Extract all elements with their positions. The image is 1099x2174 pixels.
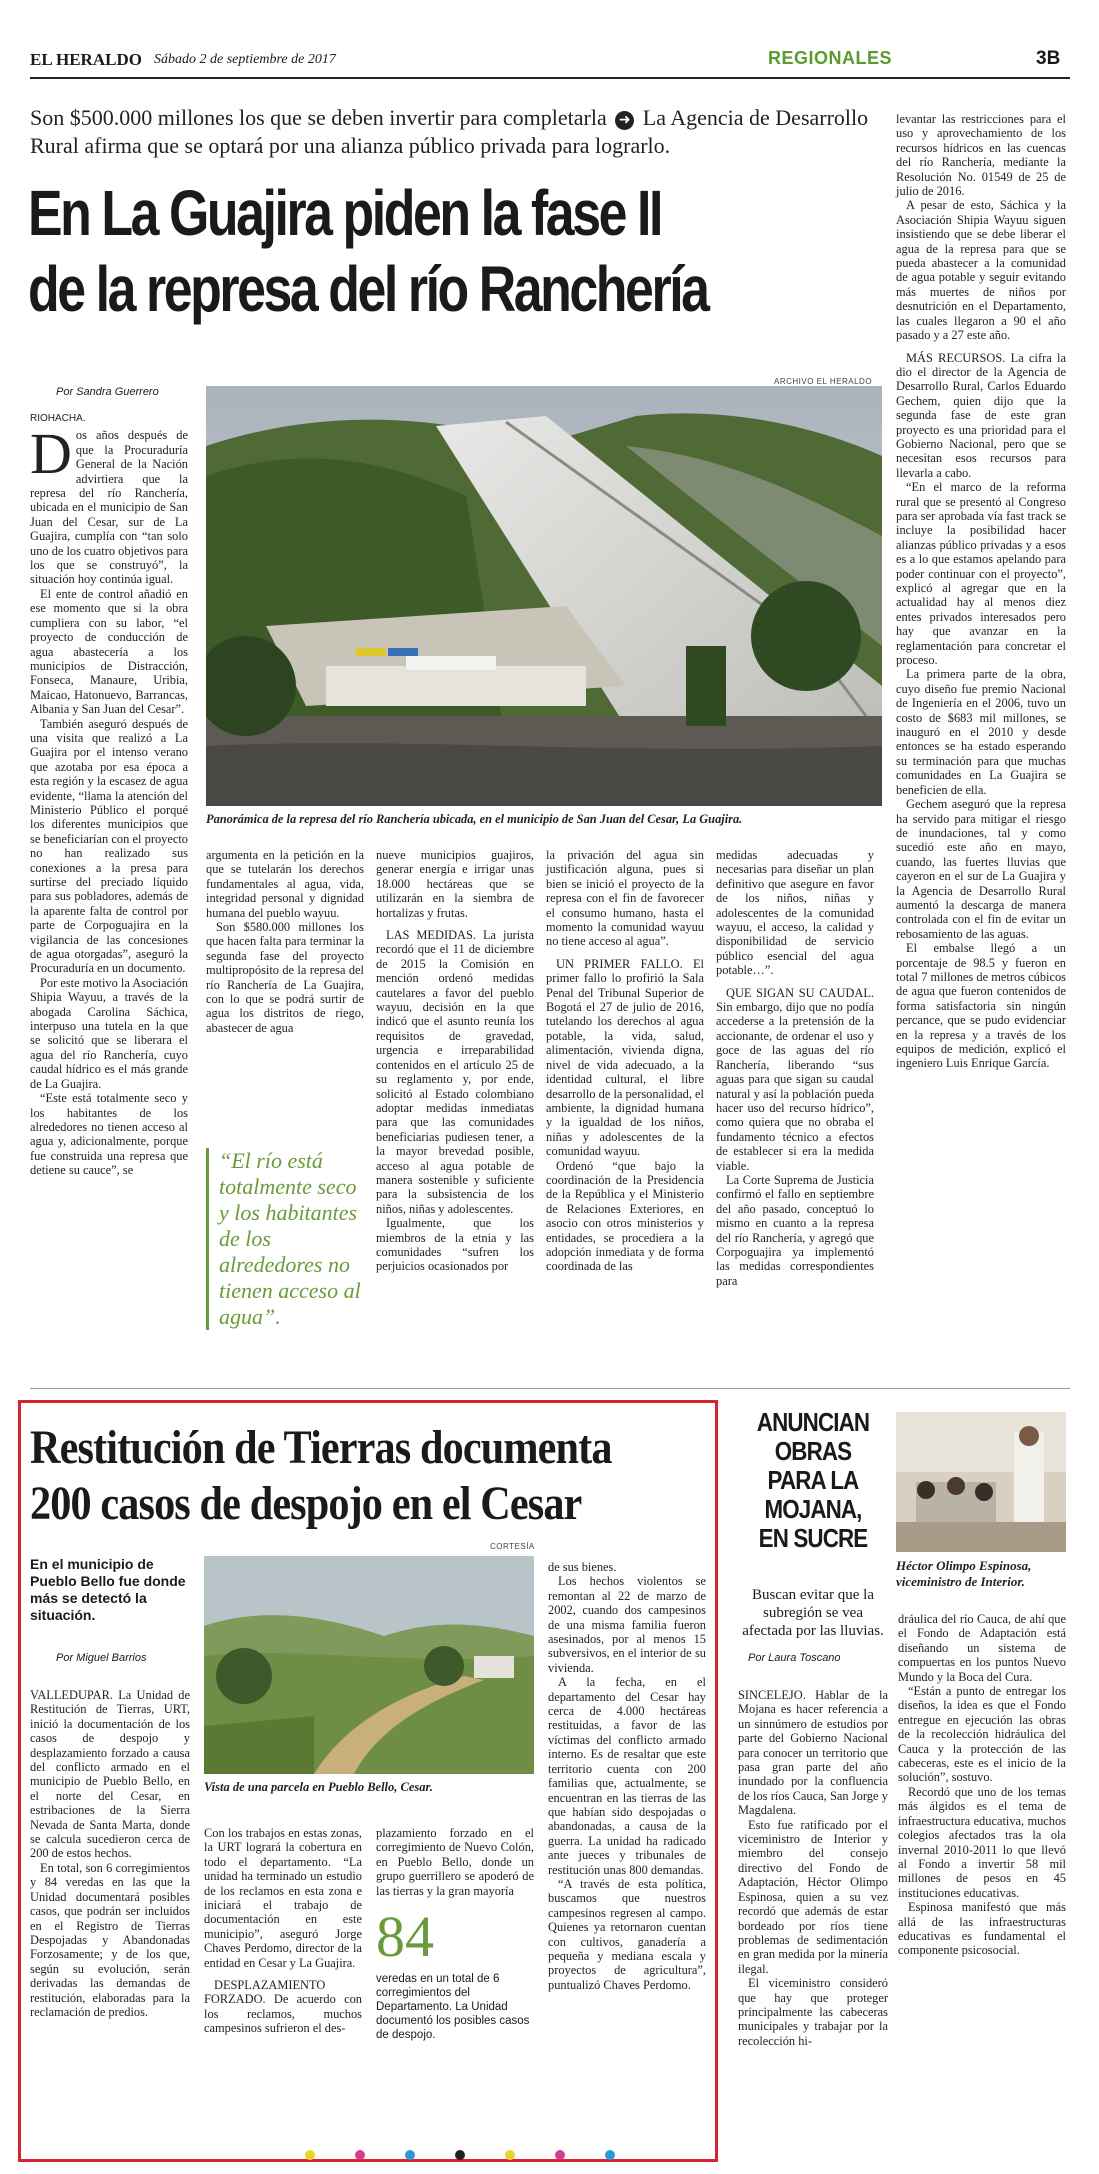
third-deck: Buscan evitar que la subregión se vea afectada por las lluvias. [742,1587,884,1639]
second-column-4 [548,1560,706,1992]
second-col4-p4: “A través de esta política, buscamos que nuestros campesinos regresen al campo. Quienes ya retornaron cuentan con cultivos, ganadería a pequeña y mediana escala y proyectos de agricultura”, puntualizó Chaves Perdomo. [548,1876,706,1992]
second-col4-p1: de sus bienes. [548,1560,617,1574]
second-col3-p1: plazamiento forzado en el corregimiento de Nuevo Colón, en Pueblo Bello, donde un grupo guerrillero se apoderó de las tierras y la gran mayoría [376,1826,534,1898]
main-col6-p1: levantar las restricciones para el uso y aprovechamiento de los recursos hídricos en las cuencas del río Ranchería, mediante la Resolución No. 01549 de 25 de julio de 2016. [896,112,1066,199]
main-col6-p4: “En el marco de la reforma rural que se presentó al Congreso para ser aprobada vía fast track se incluye la posibilidad hacer alianzas público privadas y a esos es a lo que estamos apelando para poder continuar con el proyecto”, explicó al agregar que en la actualidad hay al menos diez entes privados interesados pero hay que avanzar en la reglamentación para concretar el proceso. [896,480,1066,668]
second-deck: En el municipio de Pueblo Bello fue donde más se detectó la situación. [30,1556,186,1623]
second-headline [30,1420,646,1532]
stat-text: veredas en un total de 6 corregimientos del Departamento. La Unidad documentó los posibles casos de despojo. [376,1973,530,2041]
dam-illustration [206,386,882,806]
main-byline: Por Sandra Guerrero [56,386,159,398]
section-name: REGIONALES [768,48,893,68]
third-caption-name: Héctor Olimpo Espinosa, [896,1558,1032,1573]
third-col1-p1: SINCELEJO. Hablar de la Mojana es hacer referencia a un sinnúmero de estudios por parte del Gobierno Nacional para conocer un territorio que pasa gran parte del año inundado por la confluencia de los ríos Cauca, San Jorge y Magdalena. [738,1688,888,1818]
main-column-1 [30,412,188,1178]
stat-number: 84 [376,1904,434,1969]
main-kicker [30,104,880,160]
main-col2-p2: Son $580.000 millones los que hacen falta para terminar la segunda fase del proyecto multipropósito de la represa del río Ranchería de La Guajira, con lo que se podrá surtir de agua los distritos de riego, abastecer de agua [206,920,364,1035]
main-headline-line1: En La Guajira piden la fase II [28,177,661,249]
registration-dot [505,2150,515,2160]
pull-quote-text: “El río está totalmente seco y los habitantes de los alrededores no tienen acceso al agua”. [219,1148,361,1329]
second-headline-line1: Restitución de Tierras documenta [30,1421,612,1474]
second-headline-line2: 200 casos de despojo en el Cesar [30,1477,582,1530]
main-col1-p2: El ente de control añadió en ese momento que si la obra cumpliera con su labor, “el proyecto de conducción de agua abastecería a los municipios de Distracción, Fonseca, Manaure, Uribia, Maicao, Hatonuevo, Barrancas, Albania y San Juan del Cesar”. [30,586,188,717]
second-col2-p2: DESPLAZAMIENTO FORZADO. De acuerdo con los reclamos, muchos campesinos sufrieron el des- [204,1978,362,2036]
registration-dot [405,2150,415,2160]
main-column-3 [376,848,534,1274]
arrow-right-icon: ➜ [615,111,634,130]
main-photo-caption: Panorámica de la represa del río Ranchería ubicada, en el municipio de San Juan del Cesar, La Guajira. [206,812,743,826]
main-column-6 [896,112,1066,1071]
main-col1-p1 [30,412,188,587]
third-col1-p3: El viceministro consideró que hay que proteger principalmente las cabeceras municipales y trabajar por la recolección hi- [738,1976,888,2048]
registration-dot [355,2150,365,2160]
third-col1-p2: Esto fue ratificado por el viceministro de Interior y miembro del consejo directivo del Fondo de Adaptación, Héctor Olimpo Espinosa, quien a su vez recordó que además de estar bordeado por ríos tiene problemas de sedimentación en gran medida por la minería ilegal. [738,1817,888,1976]
kicker-continuation: La Agencia de Desarrollo Rural afirma que se optará por una alianza público privada para lograrlo. [30,105,869,158]
main-col2-p1: argumenta en la petición en la que se tutelarán los derechos fundamentales al agua, vida, integridad personal y dignidad humana del pueblo wayuu. [206,848,364,920]
third-col2-p3: Recordó que uno de los temas más álgidos es el tema de infraestructura educativa, muchos colegios afectados tras la ola invernal 2010-2011 lo que llevó al Fondo a invertir 58 mil millones de pesos en 45 instituciones educativas. [898,1784,1066,1900]
registration-dot [305,2150,315,2160]
second-photo-credit: CORTESÍA [490,1542,535,1551]
third-caption-role: viceministro de Interior. [896,1574,1025,1589]
main-headline [28,175,725,327]
main-col6-p3: MÁS RECURSOS. La cifra la dio el director de la Agencia de Desarrollo Rural, Carlos Eduardo Gechem, quien dijo que la segunda fase de este gran proyecto es una prioridad para el Gobierno Nacional, pero que se necesitan esos recursos para llevarla a cabo. [896,350,1066,480]
third-col2-p2: “Están a punto de entregar los diseños, la idea es que el Fondo entregue en ejecución las obras de la recolección hidráulica del Cauca y la protección de las cabeceras, este es el inicio de la solución”, sostuvo. [898,1684,1066,1785]
main-col5-p2: QUE SIGAN SU CAUDAL. Sin embargo, dijo que no podía accederse a la pretensión de la accionante, de ordenar el uso y goce de las aguas del río Ranchería, liberando “sus aguas para que sigan su caudal natural y así la población pueda hacer uso del recurso hídrico”, como quiera que no obraba el fundamento técnico a efectos de establecer si era la medida viable. [716,985,874,1173]
parcel-illustration [204,1556,534,1774]
header-rule [30,77,1070,79]
second-column-1 [30,1688,190,2019]
registration-dot [555,2150,565,2160]
pull-quote [206,1148,364,1330]
third-byline: Por Laura Toscano [748,1652,841,1664]
main-col6-p6: Gechem aseguró que la represa ha servido para mitigar el riesgo de inundaciones, tal y como sucedió este año en mayo, cuando, las fuertes lluvias que cayeron en el sur de La Guajira y la Agencia de Desarrollo Rural aumentó la descarga de manera controlada con el fin de evitar un rebosamiento de las aguas. [896,797,1066,941]
main-col6-p5: La primera parte de la obra, cuyo diseño fue premio Nacional de Ingeniería en el 2006, tuvo un costo de $683 mil millones, se inauguró en el 2010 y desde entonces se ha estado esperando su terminación para que muchas comunidades en La Guajira se beneficien de ella. [896,667,1066,797]
page-header [30,44,1070,74]
issue-date: Sábado 2 de septiembre de 2017 [154,52,336,67]
main-col3-p1: nueve municipios guajiros, generar energía e irrigar unas 18.000 hectáreas que se utilizarán en la siembra de hortalizas y frutas. [376,848,534,920]
dateline: RIOHACHA. [30,413,86,424]
main-col4-p3: Ordenó “que bajo la coordinación de la Presidencia de la República y el Ministerio de Relaciones Exteriores, en asocio con otros ministerios y entidades, se procediera a la adopción inmediata y de forma coordinada de las [546,1158,704,1274]
main-column-5 [716,848,874,1288]
section-divider [30,1388,1070,1389]
main-headline-line2: de la represa del río Ranchería [28,253,708,325]
second-byline: Por Miguel Barrios [56,1652,147,1664]
viceminister-illustration [896,1412,1066,1552]
main-col1-p4: Por este motivo la Asociación Shipia Wayuu, a través de la abogada Carolina Sáchica, interpuso una tutela en la que se solicitó que se liberara el agua del río Ranchería, cuyo caudal hídrico es el más grande de La Guajira. [30,975,188,1091]
second-photo-caption: Vista de una parcela en Pueblo Bello, Cesar. [204,1780,433,1794]
main-col4-p1: la privación del agua sin justificación alguna, pues si bien se inició el proyecto de la represa con el fin de favorecer el consumo humano, hasta el momento la comunidad wayuu no tiene acceso al agua”. [546,848,704,949]
main-col6-p7: El embalse llegó a un porcentaje de 98.5 y fueron en total 7 millones de metros cúbicos de agua que fueron contenidos de forma satisfactoria sin ningún percance, que se pudo evidenciar en la represa y a través de los equipos de medición, explicó el ingeniero Luis Enrique García. [896,941,1066,1071]
main-column-2 [206,848,364,1035]
registration-dot [455,2150,465,2160]
registration-dot [605,2150,615,2160]
main-col6-p2: A pesar de esto, Sáchica y la Asociación Shipia Wayuu siguen insistiendo que se debe liberar el agua de la represa para que se pueda abastecer a la comunidad de agua potable y seguir evitando más muertes de niños por desnutrición en el Departamento, las cuales llegaron a 90 el año pasado y a 27 este año. [896,198,1066,343]
third-column-2 [898,1612,1066,1958]
second-col2-p1: Con los trabajos en estas zonas, la URT logrará la cobertura en todo el departamento. “La unidad ha terminado un estudio de los reclamos en esta zona e iniciará el trabajo de documentación en este municipio”, aseguró Jorge Chaves Perdomo, director de la entidad en Cesar y La Guajira. [204,1826,362,1970]
third-col2-p4: Espinosa manifestó que más allá de las infraestructuras educativas es fundamental el componente psicosocial. [898,1900,1066,1958]
stat-box [376,1904,534,2042]
second-col1-p1: VALLEDUPAR. La Unidad de Restitución de Tierras, URT, inició la documentación de los casos de despojo y desplazamiento forzado a causa del conflicto armado en el municipio de Pueblo Bello, en el norte del Cesar, en estribaciones de la Sierra Nevada de Santa Marta, donde se calcula sucedieron cerca de 200 de estos hechos. [30,1688,190,1861]
color-registration-strip [180,2150,740,2160]
third-column-1 [738,1688,888,2048]
main-col4-p2: UN PRIMER FALLO. El primer fallo lo profirió la Sala Penal del Tribunal Superior de Bogotá el 27 de julio de 2016, tutelando los derechos al agua potable, la vida, salud, alimentación, vivienda digna, nivel de vida adecuado, a la identidad cultural, el libre desarrollo de la personalidad, el ambiente, la dignidad humana y la igualdad de los niños, niñas y adolescentes de la comunidad wayuu. [546,956,704,1159]
main-photo-credit: ARCHIVO EL HERALDO [774,377,873,386]
third-headline: ANUNCIAN OBRAS PARA LA MOJANA, EN SUCRE [756,1407,870,1553]
viceminister-photo [896,1412,1066,1552]
second-col1-p2: En total, son 6 corregimientos y 84 veredas en las que la Unidad documentará posibles casos, que podrán ser incluidos en el Registro de Tierras Despojadas y Abandonadas Forzosamente; y de los que, según su evolución, serán derivadas las demandas de restitución, elaboradas para la reclamación de predios. [30,1860,190,2019]
second-col4-p3: A la fecha, en el departamento del Cesar hay cerca de 4.000 hectáreas restituidas, a favor de las víctimas del conflicto armado interno. Es de resaltar que este territorio cuenta con 200 familias que, actualmente, se encuentran en las tierras de las que habían sido despojadas o abandonadas, a causa de la guerra. La unidad ha radicado ante jueces y tribunales de restitución unas 800 demandas. [548,1675,706,1877]
main-col1-p3: También aseguró después de una visita que realizó a La Guajira por el intenso verano que azotaba por esa época a esta región y la escasez de agua evidente, “llama la atención del Ministerio Público el porqué los diferentes municipios que se beneficiarían con el proyecto no han realizado sus conexiones a la presa para surtirse del preciado líquido para sus pobladores, además de la aparente falta de control por parte de Corpoguajira en la vigilancia de las concesiones de agua otorgadas”, aseguró la Procuraduría en un documento. [30,716,188,976]
main-col1-p5: “Este está totalmente seco y los habitantes de los alrededores no tienen acceso al agua y, adicionalmente, porque fue construida una represa que detiene su cauce”, se [30,1091,188,1178]
kicker-lead: Son $500.000 millones los que se deben invertir para completarla [30,105,607,130]
second-col4-p2: Los hechos violentos se remontan al 22 de marzo de 2002, cuando dos campesinos de una misma familia fueron asesinados, por al menos 15 subversivos, en el interior de su vivienda. [548,1574,706,1675]
main-col5-p3: La Corte Suprema de Justicia confirmó el fallo en septiembre del año pasado, conceptuó lo mismo en cuanto a la represa del río Ranchería, y agregó que Corpoguajira ya implementó las medidas correspondientes para [716,1172,874,1288]
third-photo-caption [896,1558,1066,1590]
main-col3-p2: LAS MEDIDAS. La jurista recordó que el 11 de diciembre de 2015 la Comisión en mención ordenó medidas cautelares a favor del pueblo wayuu, decisión en la que indicó que el asunto reunía los requisitos de gravedad, urgencia e irreparabilidad contenidos en el artículo 25 de su reglamento y, por ende, solicitó al Estado colombiano adoptar medidas inmediatas para que las comunidades beneficiarias pudiesen tener, a la mayor brevedad posible, acceso al agua potable de manera sostenible y suficiente para la subsistencia de los niños, niñas y adolescentes. [376,928,534,1216]
main-col5-p1: medidas adecuadas y necesarias para diseñar un plan definitivo que asegure en favor de los niños, niñas y adolescentes de la comunidad wayuu, el acceso, la calidad y disponibilidad de servicio público esencial del agua potable…”. [716,848,874,978]
main-col1-p1-text: os años después de que la Procuraduría General de la Nación advirtiera que la represa del río Ranchería, ubicada en el municipio de San Juan del Cesar, sur de La Guajira, cumplía con “tan solo uno de los cuatro objetivos para los que se construyó”, la situación hoy continúa igual. [30,428,188,587]
main-column-4 [546,848,704,1274]
drop-cap: D [30,421,72,487]
newspaper-name: EL HERALDO [30,50,142,69]
second-column-2 [204,1826,362,2036]
third-col2-p1: dráulica del río Cauca, de ahí que el Fondo de Adaptación está diseñando un sistema de compuertas en los puntos Nuevo Mundo y la Boca del Cura. [898,1612,1066,1684]
dam-photo [206,386,882,806]
parcel-photo [204,1556,534,1774]
page-number: 3B [1036,48,1061,69]
second-column-3 [376,1826,534,1898]
main-col3-p3: Igualmente, que los miembros de la etnia y las comunidades “sufren los perjuicios ocasionados por [376,1216,534,1274]
